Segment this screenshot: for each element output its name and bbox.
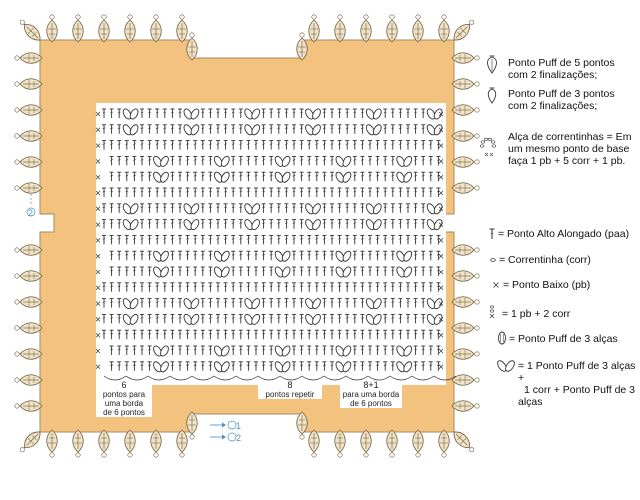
row-marker-label: 1	[236, 421, 242, 431]
edge-motif-icon	[15, 131, 42, 142]
edge-motif-icon	[309, 430, 320, 457]
row-marker-label: 2	[236, 433, 242, 443]
edge-motif-icon	[439, 15, 450, 42]
row-marker-label: 2	[28, 208, 34, 218]
edge-motif-icon	[413, 15, 424, 42]
repeat-number: 6	[121, 380, 127, 390]
edge-motif-icon	[452, 245, 479, 256]
legend-text: = Ponto Alto Alongado (paa)	[498, 228, 630, 240]
legend-item-double-puff	[518, 360, 640, 408]
row-marker-icon	[210, 433, 236, 441]
edge-motif-icon	[439, 430, 450, 457]
edge-motif-icon	[452, 297, 479, 308]
edge-motif-icon	[187, 412, 198, 439]
legend-text: faça 1 pb + 5 corr + 1 pb.	[508, 155, 626, 167]
edge-motif-icon	[15, 349, 42, 360]
edge-motif-icon	[297, 33, 308, 60]
repeat-text-line: uma borda	[104, 399, 144, 408]
legend-item-puff-3-loops	[509, 333, 618, 345]
edge-motif-icon	[125, 430, 136, 457]
edge-motif-icon	[17, 428, 44, 455]
edge-motif-icon	[335, 430, 346, 457]
edge-motif-icon	[413, 430, 424, 457]
repeat-number: 8+1	[363, 380, 379, 390]
legend-item-puff-3	[508, 88, 615, 112]
edge-motif-icon	[177, 15, 188, 42]
edge-motif-icon	[335, 15, 346, 42]
legend-item-sc-2ch	[502, 308, 570, 320]
repeat-label-middle	[258, 381, 322, 399]
legend-text: = 1 Ponto Puff de 3 alças +	[518, 360, 636, 384]
edge-motif-icon	[450, 428, 477, 455]
chain-icon	[491, 259, 496, 262]
legend-item-sc	[503, 279, 590, 291]
repeat-text-line: pontos repetir	[265, 390, 315, 399]
sc-icon	[494, 283, 499, 288]
edge-motif-icon	[47, 15, 58, 42]
edge-motif-icon	[15, 157, 42, 168]
edge-motif-icon	[187, 33, 198, 60]
edge-motif-icon	[452, 323, 479, 334]
edge-motif-icon	[73, 15, 84, 42]
edge-motif-icon	[452, 105, 479, 116]
row-marker-icon	[210, 421, 236, 429]
edge-motif-icon	[15, 375, 42, 386]
edge-motif-icon	[15, 53, 42, 64]
edge-motif-icon	[361, 15, 372, 42]
legend-text: com 2 finalizações;	[508, 69, 598, 81]
edge-motif-icon	[15, 271, 42, 282]
edge-motif-icon	[361, 430, 372, 457]
edge-motif-icon	[17, 17, 44, 44]
legend-item-chain	[499, 254, 591, 266]
legend-text: = Correntinha (corr)	[499, 254, 591, 266]
edge-motif-icon	[151, 15, 162, 42]
edge-motif-icon	[15, 401, 42, 412]
edge-motif-icon	[15, 105, 42, 116]
repeat-text-line: de 6 pontos	[350, 399, 392, 408]
edge-motif-icon	[15, 79, 42, 90]
repeat-number: 8	[287, 380, 293, 390]
edge-motif-icon	[99, 430, 110, 457]
edge-motif-icon	[309, 15, 320, 42]
paa-icon	[490, 229, 495, 239]
edge-motif-icon	[452, 271, 479, 282]
legend-item-chain-loop	[508, 131, 631, 167]
legend-item-puff-5	[508, 57, 615, 81]
edge-motif-icon	[99, 15, 110, 42]
edge-motif-icon	[177, 430, 188, 457]
edge-motif-icon	[387, 15, 398, 42]
edge-motif-icon	[452, 401, 479, 412]
legend-text: = Ponto Baixo (pb)	[503, 279, 591, 291]
edge-motif-icon	[73, 430, 84, 457]
repeat-label-edge-end	[340, 381, 402, 408]
edge-motif-icon	[452, 131, 479, 142]
legend-text: 1 corr + Ponto Puff de 3	[524, 384, 636, 396]
repeat-text-line: de 6 pontos	[103, 408, 145, 417]
edge-motif-icon	[125, 15, 136, 42]
legend-text: alças	[518, 396, 543, 408]
edge-motif-icon	[47, 430, 58, 457]
edge-motif-icon	[15, 323, 42, 334]
legend-text: Alça de correntinhas = Em	[508, 131, 632, 143]
puff-3-icon	[488, 88, 496, 103]
legend-text: Ponto Puff de 3 pontos	[508, 88, 615, 100]
edge-motif-icon	[15, 183, 42, 194]
legend-text: com 2 finalizações;	[508, 100, 598, 112]
chain-loop-icon	[480, 138, 495, 156]
edge-motif-icon	[15, 245, 42, 256]
edge-motif-icon	[452, 349, 479, 360]
legend-item-paa	[498, 228, 629, 240]
puff-5-icon	[488, 56, 497, 73]
edge-motif-icon	[151, 430, 162, 457]
double-puff-icon	[496, 359, 516, 373]
puff-3-loop-icon	[499, 332, 506, 344]
repeat-label-edge-start	[96, 381, 152, 417]
edge-motif-icon	[387, 430, 398, 457]
sc-2ch-icon	[490, 306, 494, 318]
legend-text: Ponto Puff de 5 pontos	[508, 57, 615, 69]
edge-motif-icon	[452, 79, 479, 90]
edge-motif-icon	[297, 412, 308, 439]
edge-motif-icon	[452, 183, 479, 194]
edge-motif-icon	[452, 53, 479, 64]
repeat-text-line: pontos para	[102, 390, 146, 399]
edge-motif-icon	[450, 17, 477, 44]
edge-motif-icon	[15, 297, 42, 308]
legend-text: = Ponto Puff de 3 alças	[509, 333, 618, 345]
repeat-text-line: para uma borda	[342, 390, 400, 399]
edge-motif-icon	[452, 157, 479, 168]
legend-text: um mesmo ponto de base	[508, 143, 630, 155]
legend-text: = 1 pb + 2 corr	[502, 308, 571, 320]
